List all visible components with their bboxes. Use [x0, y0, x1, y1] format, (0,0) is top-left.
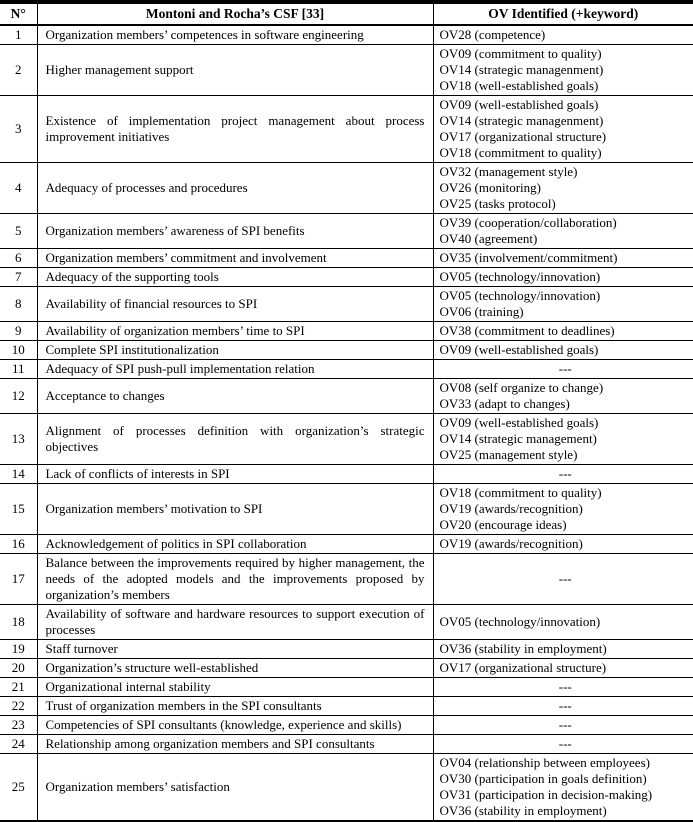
row-number: 15	[0, 484, 37, 535]
header-number: N°	[0, 2, 37, 25]
ov-keyword: OV26 (monitoring)	[439, 180, 541, 195]
ov-keyword: OV09 (commitment to quality)	[439, 46, 602, 61]
ov-cell	[433, 754, 693, 822]
ov-cell	[433, 678, 693, 697]
row-number: 22	[0, 697, 37, 716]
table-row	[0, 96, 693, 163]
table-row	[0, 341, 693, 360]
ov-keyword: OV14 (strategic managenment)	[439, 113, 604, 128]
table-row	[0, 414, 693, 465]
ov-cell	[433, 414, 693, 465]
ov-keyword: OV17 (organizational structure)	[439, 129, 607, 144]
table-row	[0, 735, 693, 754]
ov-keyword: OV38 (commitment to deadlines)	[439, 323, 615, 338]
ov-cell	[433, 360, 693, 379]
table-row	[0, 535, 693, 554]
ov-keyword: OV32 (management style)	[439, 164, 578, 179]
ov-keyword: OV28 (competence)	[439, 27, 546, 42]
ov-cell	[433, 659, 693, 678]
csf-cell: Lack of conflicts of interests in SPI	[37, 465, 433, 484]
ov-cell	[433, 268, 693, 287]
table-row	[0, 287, 693, 322]
table-row	[0, 484, 693, 535]
row-number: 24	[0, 735, 37, 754]
ov-cell	[433, 640, 693, 659]
ov-cell	[433, 45, 693, 96]
csf-cell: Availability of software and hardware resources to support execution of processes	[37, 605, 433, 640]
ov-keyword: OV25 (management style)	[439, 447, 578, 462]
ov-keyword: OV18 (commitment to quality)	[439, 145, 602, 160]
table-row	[0, 697, 693, 716]
row-number: 12	[0, 379, 37, 414]
row-number: 25	[0, 754, 37, 822]
table-row	[0, 322, 693, 341]
row-number: 17	[0, 554, 37, 605]
csf-cell: Adequacy of the supporting tools	[37, 268, 433, 287]
table-row	[0, 716, 693, 735]
csf-cell: Relationship among organization members and SPI consultants	[37, 735, 433, 754]
csf-cell: Availability of organization members’ time to SPI	[37, 322, 433, 341]
ov-dash: ---	[558, 571, 572, 586]
row-number: 18	[0, 605, 37, 640]
table-row	[0, 605, 693, 640]
row-number: 7	[0, 268, 37, 287]
csf-cell: Organization’s structure well-established	[37, 659, 433, 678]
ov-cell	[433, 535, 693, 554]
ov-keyword: OV09 (well-established goals)	[439, 97, 599, 112]
table-row	[0, 379, 693, 414]
table-header	[0, 2, 693, 25]
ov-keyword: OV25 (tasks protocol)	[439, 196, 556, 211]
header-csf: Montoni and Rocha’s CSF [33]	[37, 2, 433, 25]
csf-cell: Adequacy of SPI push-pull implementation relation	[37, 360, 433, 379]
ov-keyword: OV18 (commitment to quality)	[439, 485, 602, 500]
ov-keyword: OV18 (well-established goals)	[439, 78, 599, 93]
ov-cell	[433, 163, 693, 214]
csf-cell: Organization members’ competences in software engineering	[37, 25, 433, 45]
csf-cell: Organization members’ awareness of SPI benefits	[37, 214, 433, 249]
row-number: 3	[0, 96, 37, 163]
table-row	[0, 45, 693, 96]
ov-cell	[433, 214, 693, 249]
ov-keyword: OV39 (cooperation/collaboration)	[439, 215, 617, 230]
ov-cell	[433, 287, 693, 322]
table-row	[0, 678, 693, 697]
ov-keyword: OV08 (self organize to change)	[439, 380, 604, 395]
ov-dash: ---	[558, 717, 572, 732]
ov-cell	[433, 322, 693, 341]
ov-dash: ---	[558, 736, 572, 751]
row-number: 13	[0, 414, 37, 465]
ov-keyword: OV36 (stability in employment)	[439, 641, 607, 656]
table-row	[0, 659, 693, 678]
table-row	[0, 249, 693, 268]
ov-keyword: OV05 (technology/innovation)	[439, 269, 601, 284]
ov-keyword: OV19 (awards/recognition)	[439, 536, 583, 551]
ov-keyword: OV33 (adapt to changes)	[439, 396, 570, 411]
ov-cell	[433, 341, 693, 360]
row-number: 20	[0, 659, 37, 678]
csf-cell: Organizational internal stability	[37, 678, 433, 697]
table-row	[0, 25, 693, 45]
row-number: 14	[0, 465, 37, 484]
row-number: 5	[0, 214, 37, 249]
ov-keyword: OV09 (well-established goals)	[439, 415, 599, 430]
ov-cell	[433, 25, 693, 45]
header-row	[0, 2, 693, 25]
ov-dash: ---	[558, 466, 572, 481]
table-row	[0, 640, 693, 659]
ov-cell	[433, 249, 693, 268]
ov-keyword: OV40 (agreement)	[439, 231, 538, 246]
table-row	[0, 465, 693, 484]
row-number: 9	[0, 322, 37, 341]
csf-cell: Adequacy of processes and procedures	[37, 163, 433, 214]
ov-keyword: OV30 (participation in goals definition)	[439, 771, 647, 786]
csf-cell: Higher management support	[37, 45, 433, 96]
row-number: 19	[0, 640, 37, 659]
ov-keyword: OV05 (technology/innovation)	[439, 614, 601, 629]
ov-keyword: OV31 (participation in decision-making)	[439, 787, 653, 802]
row-number: 21	[0, 678, 37, 697]
row-number: 10	[0, 341, 37, 360]
table-body	[0, 25, 693, 821]
csf-cell: Organization members’ satisfaction	[37, 754, 433, 822]
ov-keyword: OV36 (stability in employment)	[439, 803, 607, 818]
ov-keyword: OV17 (organizational structure)	[439, 660, 607, 675]
ov-cell	[433, 605, 693, 640]
ov-keyword: OV14 (strategic management)	[439, 431, 597, 446]
ov-cell	[433, 716, 693, 735]
table-row	[0, 163, 693, 214]
header-ov: OV Identified (+keyword)	[433, 2, 693, 25]
csf-cell: Acknowledgement of politics in SPI collaboration	[37, 535, 433, 554]
ov-keyword: OV04 (relationship between employees)	[439, 755, 650, 770]
row-number: 1	[0, 25, 37, 45]
ov-cell	[433, 96, 693, 163]
csf-cell: Existence of implementation project management about process improvement initiatives	[37, 96, 433, 163]
ov-cell	[433, 735, 693, 754]
table-row	[0, 268, 693, 287]
ov-cell	[433, 697, 693, 716]
ov-dash: ---	[558, 698, 572, 713]
ov-cell	[433, 379, 693, 414]
row-number: 2	[0, 45, 37, 96]
row-number: 23	[0, 716, 37, 735]
row-number: 16	[0, 535, 37, 554]
csf-cell: Organization members’ commitment and involvement	[37, 249, 433, 268]
ov-cell	[433, 484, 693, 535]
ov-keyword: OV09 (well-established goals)	[439, 342, 599, 357]
csf-cell: Staff turnover	[37, 640, 433, 659]
csf-cell: Trust of organization members in the SPI consultants	[37, 697, 433, 716]
ov-cell	[433, 465, 693, 484]
ov-keyword: OV06 (training)	[439, 304, 524, 319]
csf-cell: Alignment of processes definition with organization’s strategic objectives	[37, 414, 433, 465]
row-number: 4	[0, 163, 37, 214]
csf-cell: Competencies of SPI consultants (knowledge, experience and skills)	[37, 716, 433, 735]
ov-dash: ---	[558, 679, 572, 694]
table-row	[0, 214, 693, 249]
ov-keyword: OV05 (technology/innovation)	[439, 288, 601, 303]
ov-keyword: OV19 (awards/recognition)	[439, 501, 583, 516]
table-row	[0, 754, 693, 822]
ov-keyword: OV20 (encourage ideas)	[439, 517, 567, 532]
table-row	[0, 360, 693, 379]
row-number: 8	[0, 287, 37, 322]
ov-keyword: OV35 (involvement/commitment)	[439, 250, 618, 265]
csf-cell: Availability of financial resources to SPI	[37, 287, 433, 322]
ov-keyword: OV14 (strategic managenment)	[439, 62, 604, 77]
csf-cell: Complete SPI institutionalization	[37, 341, 433, 360]
table-row	[0, 554, 693, 605]
csf-cell: Organization members’ motivation to SPI	[37, 484, 433, 535]
row-number: 11	[0, 360, 37, 379]
ov-dash: ---	[558, 361, 572, 376]
csf-cell: Acceptance to changes	[37, 379, 433, 414]
csf-cell: Balance between the improvements required by higher management, the needs of the adopted models and the improvements proposed by organization’s members	[37, 554, 433, 605]
ov-cell	[433, 554, 693, 605]
row-number: 6	[0, 249, 37, 268]
